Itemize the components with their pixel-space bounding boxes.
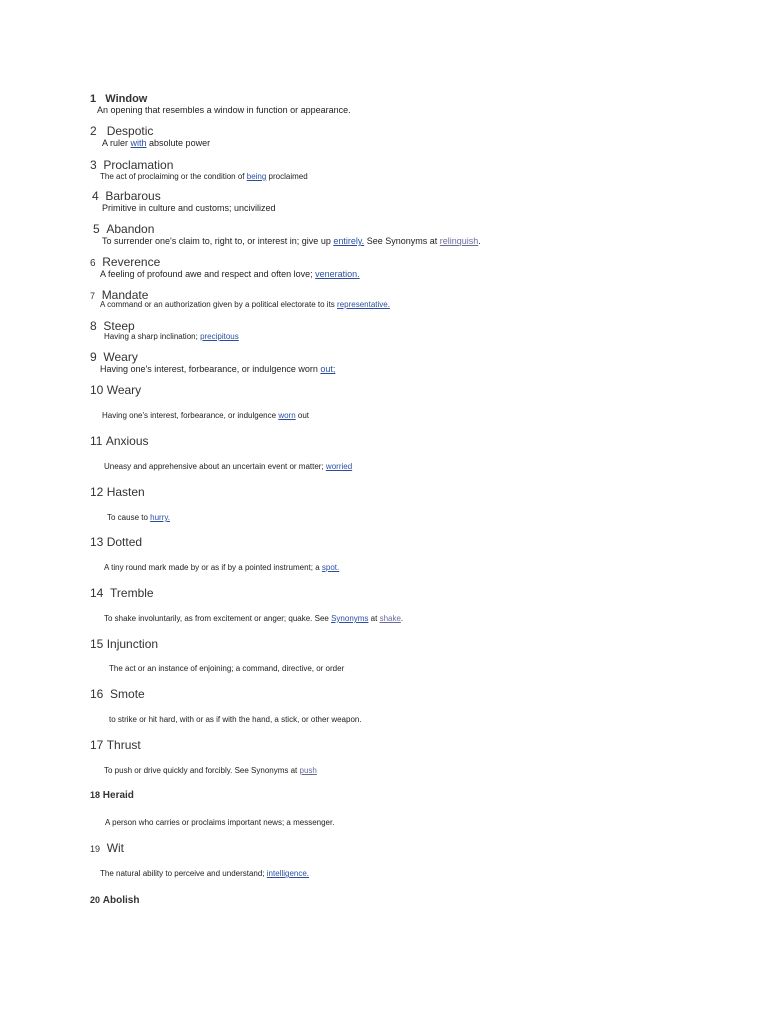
- definition-link[interactable]: Synonyms: [331, 614, 369, 623]
- entry-definition: [104, 332, 239, 341]
- entry-heading: [90, 434, 149, 448]
- entry-definition: [104, 462, 352, 471]
- definition-text: A ruler: [102, 138, 131, 148]
- entry-word: Mandate: [101, 288, 149, 302]
- entry-word: Dotted: [106, 535, 143, 549]
- entry-word: Steep: [103, 319, 135, 333]
- definition-text: To shake involuntarily, as from excitement or anger; quake. See: [104, 614, 332, 623]
- entry-definition: [102, 138, 210, 148]
- entry-heading: [90, 93, 147, 105]
- entry-definition: [102, 411, 309, 420]
- entry-heading: [90, 586, 154, 600]
- definition-link[interactable]: veneration.: [315, 269, 360, 279]
- entry-definition: [100, 300, 390, 309]
- definition-text: The natural ability to perceive and understand;: [100, 869, 267, 878]
- definition-text: To cause to: [107, 513, 151, 522]
- definition-link[interactable]: spot.: [321, 563, 340, 572]
- entry-heading: [90, 738, 141, 752]
- entry-definition: [100, 364, 335, 374]
- definition-link[interactable]: relinquish: [439, 236, 479, 246]
- entry-definition: Primitive in culture and customs; uncivilized: [102, 203, 276, 213]
- entry-word: Hasten: [106, 485, 145, 499]
- definition-text: The act of proclaiming or the condition of: [100, 172, 247, 181]
- definition-link[interactable]: shake: [379, 614, 401, 623]
- entry-definition: A person who carries or proclaims important news; a messenger.: [105, 818, 335, 827]
- entry-word: Abolish: [102, 895, 140, 906]
- definition-text: out: [295, 411, 309, 420]
- definition-link[interactable]: hurry.: [150, 513, 170, 522]
- entry-number: 17: [90, 738, 104, 752]
- entry-number: 16: [90, 687, 104, 701]
- entry-definition: [104, 563, 339, 572]
- entry-definition: [104, 766, 317, 775]
- entry-word: Anxious: [105, 434, 149, 448]
- entry-number: 7: [90, 291, 96, 301]
- entry-number: 14: [90, 586, 104, 600]
- entry-number: 3: [90, 158, 97, 172]
- entry-number: 9: [90, 350, 97, 364]
- entry-heading: [90, 790, 134, 801]
- entry-word: Injunction: [106, 637, 159, 651]
- entry-definition: The act or an instance of enjoining; a command, directive, or order: [109, 664, 345, 673]
- entry-heading: [90, 637, 158, 651]
- definition-text: A command or an authorization given by a political electorate to its: [100, 300, 338, 309]
- definition-text: A tiny round mark made by or as if by a pointed instrument; a: [104, 563, 322, 572]
- entry-number: 13: [90, 535, 104, 549]
- entry-number: 18: [90, 790, 101, 800]
- entry-heading: [90, 485, 145, 499]
- definition-link[interactable]: entirely.: [333, 236, 365, 246]
- definition-text: See Synonyms at: [364, 236, 440, 246]
- entry-number: 12: [90, 485, 104, 499]
- entry-number: 2: [90, 124, 97, 138]
- definition-link[interactable]: push: [299, 766, 317, 775]
- definition-text: .: [478, 236, 481, 246]
- definition-text: Having one's interest, forbearance, or indulgence: [102, 411, 279, 420]
- entry-definition: An opening that resembles a window in function or appearance.: [97, 105, 351, 115]
- entry-heading: [90, 319, 135, 333]
- entry-heading: [93, 222, 154, 236]
- entry-heading: [90, 895, 139, 906]
- entry-definition: to strike or hit hard, with or as if with the hand, a stick, or other weapon.: [109, 715, 362, 724]
- entry-number: 19: [90, 844, 101, 854]
- definition-link[interactable]: intelligence.: [266, 869, 310, 878]
- entry-number: 20: [90, 895, 101, 905]
- entry-heading: [90, 255, 160, 269]
- entry-heading: [90, 158, 173, 172]
- entry-definition: [107, 513, 170, 522]
- definition-link[interactable]: worn: [278, 411, 296, 420]
- entry-heading: [90, 687, 145, 701]
- entry-definition: [100, 269, 360, 279]
- entry-heading: [90, 350, 138, 364]
- entry-heading: [92, 189, 161, 203]
- definition-link[interactable]: out;: [320, 364, 336, 374]
- definition-text: To surrender one's claim to, right to, or interest in; give up: [102, 236, 334, 246]
- entry-word: Weary: [106, 383, 142, 397]
- entry-word: Heraid: [102, 790, 134, 801]
- entry-heading: [90, 841, 124, 855]
- entry-word: Proclamation: [103, 158, 174, 172]
- entry-number: 11: [90, 434, 103, 448]
- entry-word: Wit: [106, 841, 125, 855]
- definition-text: proclaimed: [266, 172, 308, 181]
- definition-text: at: [368, 614, 380, 623]
- entry-word: Despotic: [106, 124, 154, 138]
- entry-definition: [100, 869, 309, 878]
- definition-text: To push or drive quickly and forcibly. See Synonyms at: [104, 766, 300, 775]
- entry-word: Barbarous: [105, 189, 161, 203]
- definition-text: Having one's interest, forbearance, or indulgence worn: [100, 364, 321, 374]
- definition-link[interactable]: worried: [325, 462, 353, 471]
- entry-number: 5: [93, 222, 100, 236]
- entry-word: Window: [105, 93, 148, 105]
- definition-text: Uneasy and apprehensive about an uncertain event or matter;: [104, 462, 326, 471]
- entry-word: Tremble: [110, 586, 154, 600]
- entry-number: 1: [90, 93, 97, 105]
- definition-link[interactable]: being: [246, 172, 267, 181]
- definition-text: absolute power: [146, 138, 211, 148]
- entry-heading: [90, 124, 153, 138]
- entry-number: 4: [92, 189, 99, 203]
- entry-heading: [90, 535, 142, 549]
- entry-number: 15: [90, 637, 104, 651]
- definition-link[interactable]: representative.: [337, 300, 390, 309]
- entry-number: 10: [90, 383, 104, 397]
- entry-definition: [102, 236, 481, 246]
- entry-heading: [90, 383, 141, 397]
- entry-word: Smote: [110, 687, 145, 701]
- entry-definition: [100, 172, 308, 181]
- entry-word: Thrust: [106, 738, 141, 752]
- entry-number: 8: [90, 319, 97, 333]
- entry-word: Abandon: [106, 222, 155, 236]
- definition-text: .: [400, 614, 404, 623]
- definition-text: A feeling of profound awe and respect and often love;: [100, 269, 316, 279]
- entry-number: 6: [90, 258, 96, 269]
- entry-definition: [104, 614, 403, 623]
- entry-word: Reverence: [102, 255, 161, 269]
- entry-word: Weary: [103, 350, 138, 364]
- definition-link[interactable]: precipitous: [200, 332, 239, 341]
- definition-text: Having a sharp inclination;: [104, 332, 201, 341]
- definition-link[interactable]: with: [130, 138, 147, 148]
